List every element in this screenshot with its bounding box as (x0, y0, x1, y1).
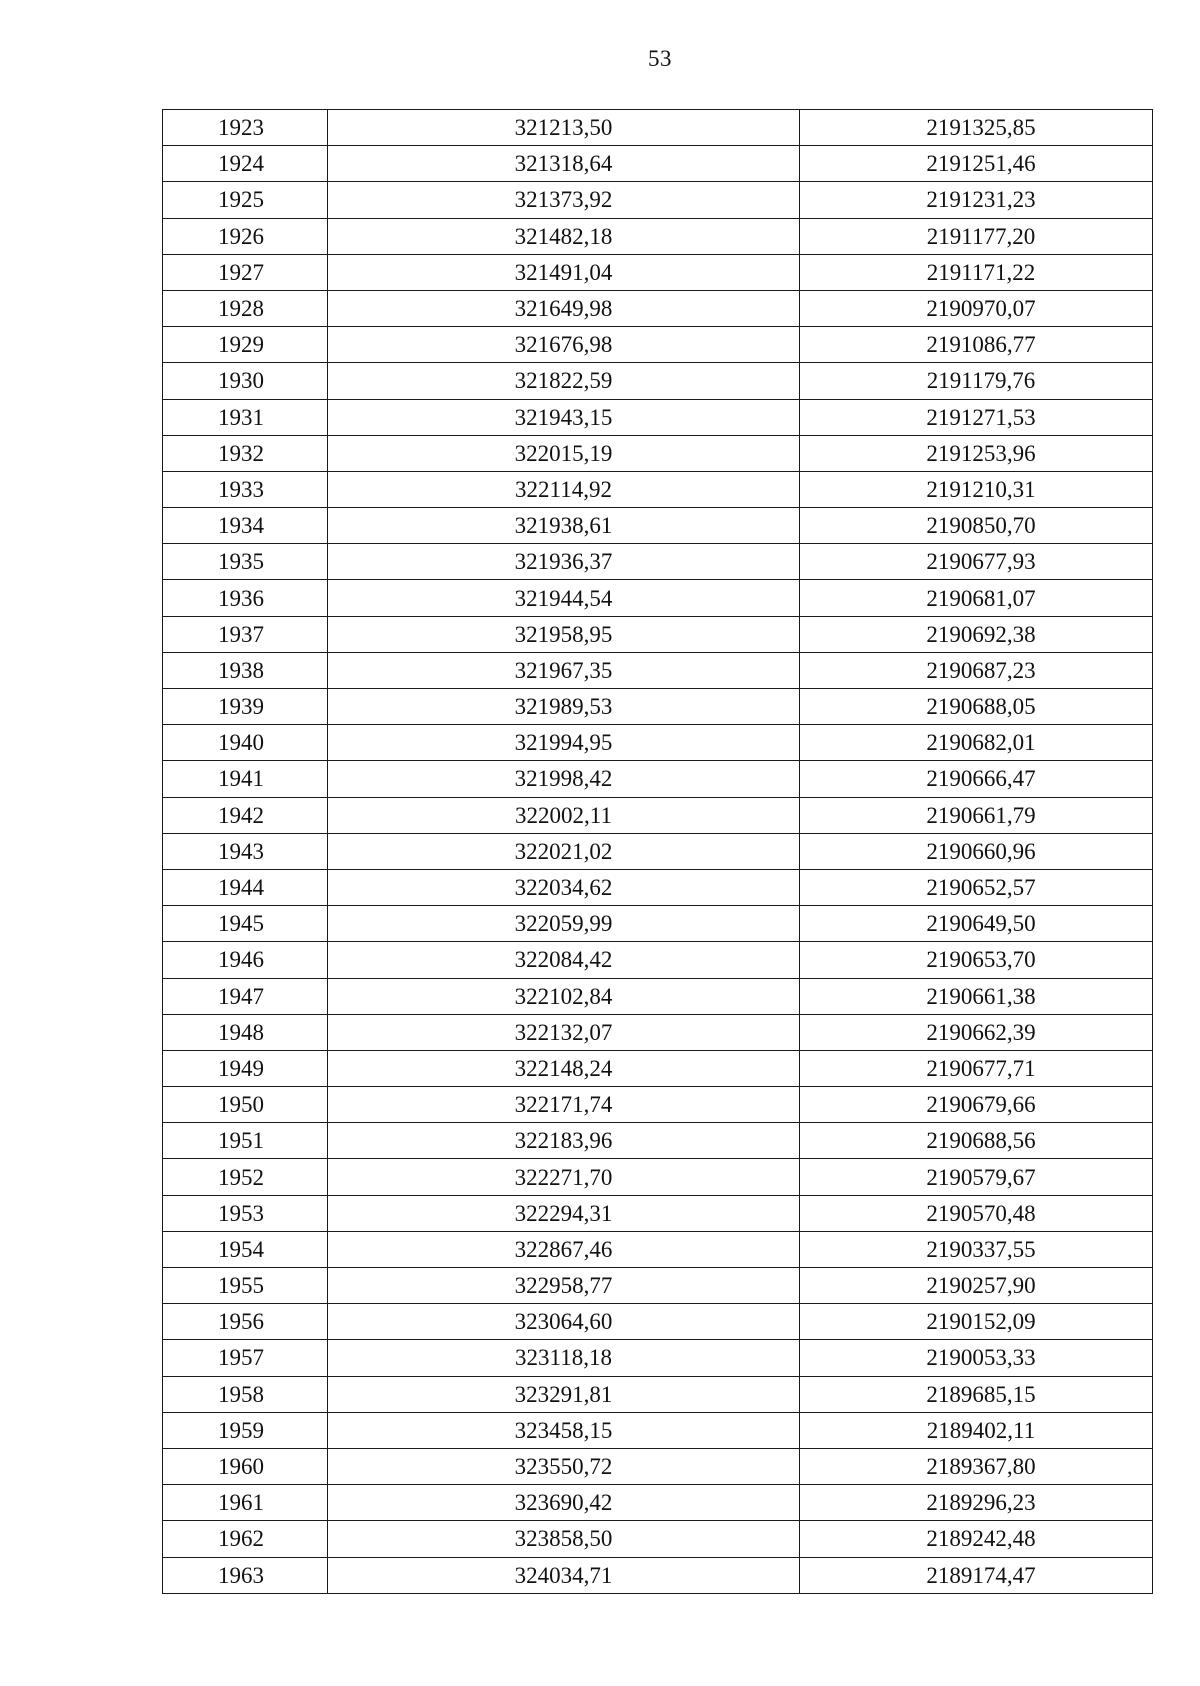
y-coordinate-cell: 2190688,05 (800, 689, 1153, 725)
point-number-cell: 1958 (163, 1376, 328, 1412)
point-number-cell: 1962 (163, 1521, 328, 1557)
y-coordinate-cell: 2191325,85 (800, 110, 1153, 146)
table-row (163, 652, 1153, 688)
table-row (163, 978, 1153, 1014)
point-number-cell: 1944 (163, 869, 328, 905)
table-row (163, 1557, 1153, 1593)
point-number-cell: 1942 (163, 797, 328, 833)
x-coordinate-cell: 323550,72 (328, 1448, 800, 1484)
y-coordinate-cell: 2191179,76 (800, 363, 1153, 399)
table-row (163, 327, 1153, 363)
table-row (163, 1231, 1153, 1267)
point-number-cell: 1946 (163, 942, 328, 978)
point-number-cell: 1959 (163, 1412, 328, 1448)
point-number-cell: 1961 (163, 1485, 328, 1521)
point-number-cell: 1939 (163, 689, 328, 725)
y-coordinate-cell: 2189296,23 (800, 1485, 1153, 1521)
table-row (163, 1304, 1153, 1340)
x-coordinate-cell: 322084,42 (328, 942, 800, 978)
table-row (163, 1050, 1153, 1086)
y-coordinate-cell: 2190662,39 (800, 1014, 1153, 1050)
table-row (163, 1485, 1153, 1521)
y-coordinate-cell: 2190688,56 (800, 1123, 1153, 1159)
y-coordinate-cell: 2190649,50 (800, 906, 1153, 942)
x-coordinate-cell: 322271,70 (328, 1159, 800, 1195)
point-number-cell: 1960 (163, 1448, 328, 1484)
x-coordinate-cell: 322102,84 (328, 978, 800, 1014)
y-coordinate-cell: 2189402,11 (800, 1412, 1153, 1448)
table-row (163, 1195, 1153, 1231)
x-coordinate-cell: 322183,96 (328, 1123, 800, 1159)
table-row (163, 906, 1153, 942)
x-coordinate-cell: 321944,54 (328, 580, 800, 616)
page-number: 53 (648, 46, 672, 71)
y-coordinate-cell: 2191177,20 (800, 218, 1153, 254)
y-coordinate-cell: 2190653,70 (800, 942, 1153, 978)
point-number-cell: 1931 (163, 399, 328, 435)
point-number-cell: 1926 (163, 218, 328, 254)
x-coordinate-cell: 324034,71 (328, 1557, 800, 1593)
point-number-cell: 1934 (163, 508, 328, 544)
coordinates-table-body (163, 110, 1153, 1594)
point-number-cell: 1924 (163, 146, 328, 182)
y-coordinate-cell: 2190337,55 (800, 1231, 1153, 1267)
point-number-cell: 1948 (163, 1014, 328, 1050)
y-coordinate-cell: 2189174,47 (800, 1557, 1153, 1593)
y-coordinate-cell: 2190257,90 (800, 1268, 1153, 1304)
x-coordinate-cell: 321943,15 (328, 399, 800, 435)
x-coordinate-cell: 322294,31 (328, 1195, 800, 1231)
point-number-cell: 1951 (163, 1123, 328, 1159)
point-number-cell: 1950 (163, 1087, 328, 1123)
x-coordinate-cell: 321958,95 (328, 616, 800, 652)
x-coordinate-cell: 322114,92 (328, 471, 800, 507)
point-number-cell: 1938 (163, 652, 328, 688)
y-coordinate-cell: 2190970,07 (800, 290, 1153, 326)
y-coordinate-cell: 2189242,48 (800, 1521, 1153, 1557)
table-row (163, 1448, 1153, 1484)
x-coordinate-cell: 321936,37 (328, 544, 800, 580)
y-coordinate-cell: 2190661,38 (800, 978, 1153, 1014)
x-coordinate-cell: 322021,02 (328, 833, 800, 869)
coordinates-table (162, 109, 1153, 1594)
x-coordinate-cell: 322148,24 (328, 1050, 800, 1086)
point-number-cell: 1933 (163, 471, 328, 507)
y-coordinate-cell: 2191251,46 (800, 146, 1153, 182)
point-number-cell: 1927 (163, 254, 328, 290)
table-row (163, 1014, 1153, 1050)
x-coordinate-cell: 322002,11 (328, 797, 800, 833)
point-number-cell: 1955 (163, 1268, 328, 1304)
y-coordinate-cell: 2189685,15 (800, 1376, 1153, 1412)
table-row (163, 146, 1153, 182)
table-row (163, 110, 1153, 146)
table-row (163, 290, 1153, 326)
point-number-cell: 1949 (163, 1050, 328, 1086)
x-coordinate-cell: 322015,19 (328, 435, 800, 471)
point-number-cell: 1943 (163, 833, 328, 869)
y-coordinate-cell: 2190677,93 (800, 544, 1153, 580)
point-number-cell: 1947 (163, 978, 328, 1014)
y-coordinate-cell: 2191271,53 (800, 399, 1153, 435)
x-coordinate-cell: 321318,64 (328, 146, 800, 182)
y-coordinate-cell: 2190661,79 (800, 797, 1153, 833)
y-coordinate-cell: 2190850,70 (800, 508, 1153, 544)
x-coordinate-cell: 322059,99 (328, 906, 800, 942)
table-row (163, 182, 1153, 218)
table-row (163, 689, 1153, 725)
point-number-cell: 1952 (163, 1159, 328, 1195)
y-coordinate-cell: 2190692,38 (800, 616, 1153, 652)
table-row (163, 833, 1153, 869)
table-row (163, 1340, 1153, 1376)
y-coordinate-cell: 2190681,07 (800, 580, 1153, 616)
x-coordinate-cell: 322867,46 (328, 1231, 800, 1267)
table-row (163, 218, 1153, 254)
table-row (163, 797, 1153, 833)
point-number-cell: 1963 (163, 1557, 328, 1593)
y-coordinate-cell: 2190687,23 (800, 652, 1153, 688)
y-coordinate-cell: 2190666,47 (800, 761, 1153, 797)
point-number-cell: 1928 (163, 290, 328, 326)
point-number-cell: 1935 (163, 544, 328, 580)
table-row (163, 399, 1153, 435)
table-row (163, 544, 1153, 580)
y-coordinate-cell: 2190682,01 (800, 725, 1153, 761)
x-coordinate-cell: 323690,42 (328, 1485, 800, 1521)
table-row (163, 616, 1153, 652)
y-coordinate-cell: 2190660,96 (800, 833, 1153, 869)
point-number-cell: 1923 (163, 110, 328, 146)
y-coordinate-cell: 2189367,80 (800, 1448, 1153, 1484)
y-coordinate-cell: 2190152,09 (800, 1304, 1153, 1340)
y-coordinate-cell: 2191210,31 (800, 471, 1153, 507)
table-row (163, 1268, 1153, 1304)
x-coordinate-cell: 321994,95 (328, 725, 800, 761)
table-row (163, 471, 1153, 507)
point-number-cell: 1930 (163, 363, 328, 399)
point-number-cell: 1936 (163, 580, 328, 616)
table-row (163, 761, 1153, 797)
x-coordinate-cell: 321649,98 (328, 290, 800, 326)
y-coordinate-cell: 2190652,57 (800, 869, 1153, 905)
x-coordinate-cell: 322958,77 (328, 1268, 800, 1304)
y-coordinate-cell: 2191171,22 (800, 254, 1153, 290)
point-number-cell: 1925 (163, 182, 328, 218)
x-coordinate-cell: 321822,59 (328, 363, 800, 399)
y-coordinate-cell: 2191253,96 (800, 435, 1153, 471)
y-coordinate-cell: 2190677,71 (800, 1050, 1153, 1086)
x-coordinate-cell: 322171,74 (328, 1087, 800, 1123)
y-coordinate-cell: 2191231,23 (800, 182, 1153, 218)
table-row (163, 1159, 1153, 1195)
x-coordinate-cell: 321938,61 (328, 508, 800, 544)
x-coordinate-cell: 323118,18 (328, 1340, 800, 1376)
point-number-cell: 1937 (163, 616, 328, 652)
x-coordinate-cell: 322132,07 (328, 1014, 800, 1050)
table-row (163, 1412, 1153, 1448)
x-coordinate-cell: 321989,53 (328, 689, 800, 725)
table-row (163, 580, 1153, 616)
point-number-cell: 1941 (163, 761, 328, 797)
table-row (163, 1123, 1153, 1159)
table-row (163, 363, 1153, 399)
table-row (163, 942, 1153, 978)
table-row (163, 1521, 1153, 1557)
table-row (163, 725, 1153, 761)
y-coordinate-cell: 2190053,33 (800, 1340, 1153, 1376)
x-coordinate-cell: 321373,92 (328, 182, 800, 218)
x-coordinate-cell: 321482,18 (328, 218, 800, 254)
x-coordinate-cell: 323291,81 (328, 1376, 800, 1412)
y-coordinate-cell: 2190570,48 (800, 1195, 1153, 1231)
table-row (163, 508, 1153, 544)
x-coordinate-cell: 323458,15 (328, 1412, 800, 1448)
table-row (163, 1376, 1153, 1412)
table-row (163, 254, 1153, 290)
x-coordinate-cell: 321967,35 (328, 652, 800, 688)
x-coordinate-cell: 321491,04 (328, 254, 800, 290)
y-coordinate-cell: 2190579,67 (800, 1159, 1153, 1195)
y-coordinate-cell: 2191086,77 (800, 327, 1153, 363)
x-coordinate-cell: 321998,42 (328, 761, 800, 797)
x-coordinate-cell: 321213,50 (328, 110, 800, 146)
point-number-cell: 1953 (163, 1195, 328, 1231)
table-row (163, 1087, 1153, 1123)
y-coordinate-cell: 2190679,66 (800, 1087, 1153, 1123)
point-number-cell: 1957 (163, 1340, 328, 1376)
table-row (163, 435, 1153, 471)
point-number-cell: 1945 (163, 906, 328, 942)
x-coordinate-cell: 322034,62 (328, 869, 800, 905)
point-number-cell: 1940 (163, 725, 328, 761)
point-number-cell: 1954 (163, 1231, 328, 1267)
point-number-cell: 1932 (163, 435, 328, 471)
table-row (163, 869, 1153, 905)
x-coordinate-cell: 321676,98 (328, 327, 800, 363)
point-number-cell: 1929 (163, 327, 328, 363)
point-number-cell: 1956 (163, 1304, 328, 1340)
x-coordinate-cell: 323858,50 (328, 1521, 800, 1557)
x-coordinate-cell: 323064,60 (328, 1304, 800, 1340)
